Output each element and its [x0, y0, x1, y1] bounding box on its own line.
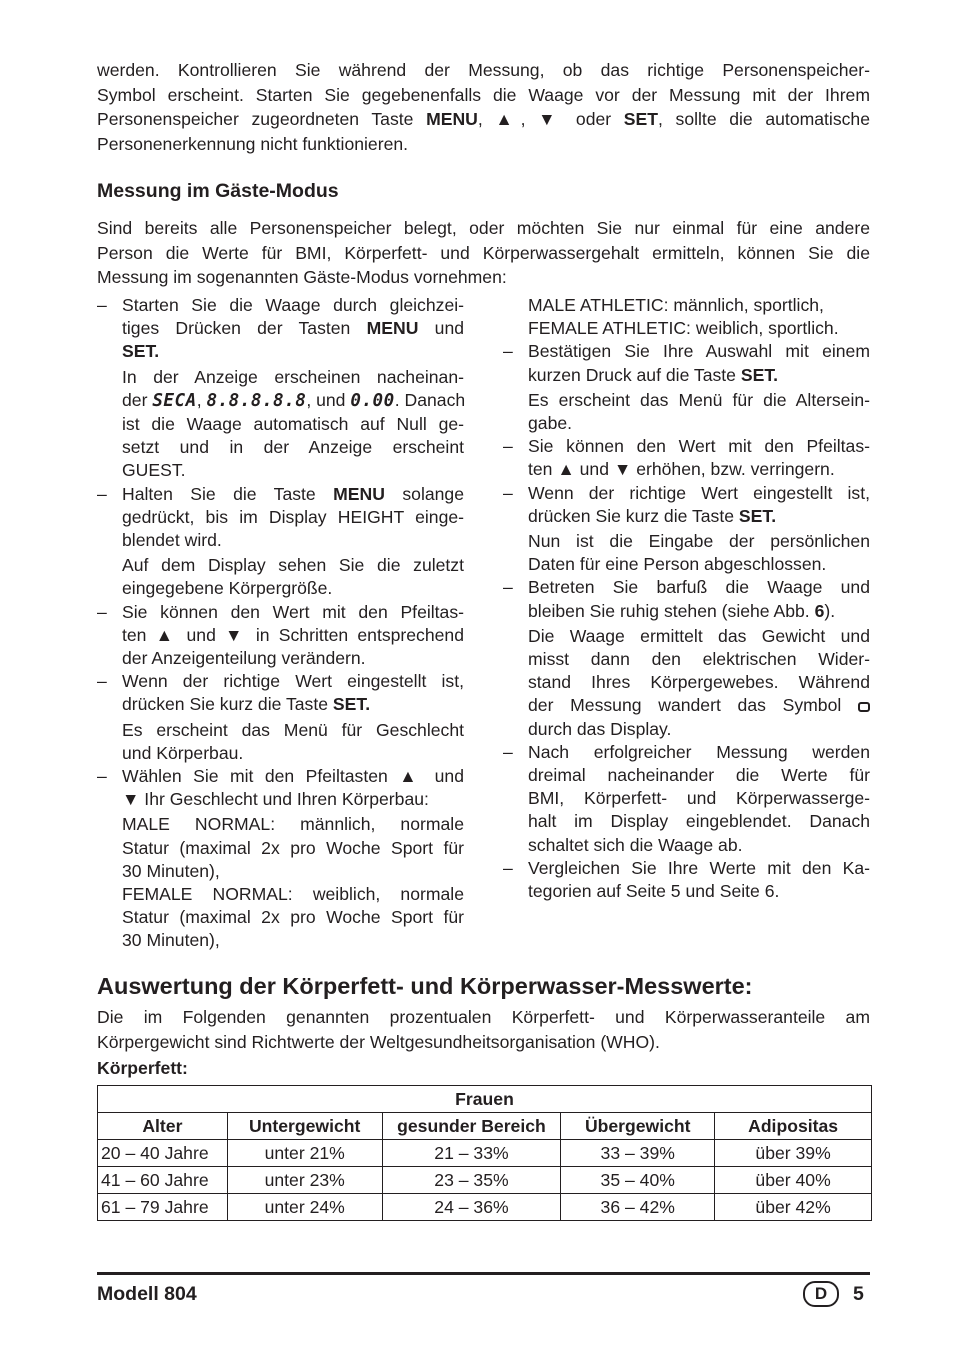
page-number: 5 [853, 1282, 864, 1305]
text-word: drücken Sie kurz die Taste [122, 694, 329, 715]
column-header: Adipositas [715, 1113, 872, 1140]
text-line: tegorien auf Seite 5 und Seite 6. [528, 881, 780, 902]
text-word: und [316, 389, 346, 410]
list-item [97, 765, 464, 953]
text-line: stand Ihres Körpergewebes. Während [528, 672, 870, 693]
text-line: Daten für eine Person abgeschlossen. [528, 554, 827, 575]
text-line: durch das Display. [528, 718, 672, 739]
text-line: misst dann den elektrischen Wider- [528, 649, 870, 670]
table-header-row [98, 1113, 872, 1140]
text-line: FEMALE NORMAL: weiblich, normale [122, 884, 464, 905]
table-row [98, 1167, 872, 1194]
text-word: solange [402, 483, 465, 504]
text-line: halt im Display eingeblendet. Danach [528, 811, 870, 832]
set-key-label: SET. [122, 341, 160, 362]
lcd-display-text: SECA [152, 390, 197, 411]
text-word: der Messung wandert das Symbol [528, 695, 842, 716]
section-intro-line-2: Körpergewicht sind Richtwerte der Weltgesundheitsorganisation (WHO). [97, 1031, 660, 1052]
text-line: setzt und in der Anzeige erscheint [122, 437, 464, 458]
section-intro-paragraph [97, 1005, 870, 1054]
text-line: ist die Waage automatisch auf Null ge- [122, 414, 464, 435]
text-line: eingegebene Körpergröße. [122, 578, 333, 599]
table-cell: über 42% [715, 1194, 872, 1221]
list-dash: – [97, 671, 107, 692]
text-word: der [122, 389, 148, 410]
text-line: Betreten Sie barfuß die Waage und [528, 577, 870, 598]
text-word: und [434, 318, 465, 339]
set-key-label: SET [623, 109, 658, 130]
text-line: Bestätigen Sie Ihre Auswahl mit einem [528, 341, 870, 362]
list-item [503, 741, 870, 857]
text-line: Sie können den Wert mit den Pfeiltas- [122, 601, 464, 622]
column-header: Übergewicht [561, 1113, 715, 1140]
table-row [98, 1194, 872, 1221]
table-cell: unter 23% [227, 1167, 382, 1194]
footer-divider [97, 1272, 870, 1275]
table-cell: über 40% [715, 1167, 872, 1194]
text-line: Nun ist die Eingabe der persönlichen [528, 531, 870, 552]
list-item [503, 576, 870, 740]
table-cell: über 39% [715, 1140, 872, 1167]
text-line: und Körperbau. [122, 742, 244, 763]
text-line: Statur (maximal 2x pro Woche Sport für [122, 837, 464, 858]
text-word: kurzen Druck auf die Taste [528, 364, 736, 385]
table-cell: 21 – 33% [382, 1140, 561, 1167]
list-item [97, 670, 464, 765]
text-line: Wenn der richtige Wert eingestellt ist, [528, 482, 870, 503]
set-key-label: SET. [738, 505, 777, 526]
list-dash: – [503, 741, 513, 762]
lcd-display-text: 0.00 [350, 390, 395, 411]
list-dash: – [503, 341, 513, 362]
text-word: drücken Sie kurz die Taste [528, 505, 735, 526]
left-column [97, 294, 464, 953]
table-cell: 36 – 42% [561, 1194, 715, 1221]
text-line: gedrückt, bis im Display HEIGHT einge- [122, 506, 464, 527]
text-line: Vergleichen Sie Ihre Werte mit den Ka- [528, 857, 870, 878]
column-header: Untergewicht [227, 1113, 382, 1140]
right-column [503, 294, 870, 903]
text-word: bleiben Sie ruhig stehen (siehe Abb. [528, 600, 810, 621]
table-cell: unter 24% [227, 1194, 382, 1221]
text-line: Wenn der richtige Wert eingestellt ist, [122, 671, 464, 692]
table-cell: 61 – 79 Jahre [98, 1194, 228, 1221]
text-line: Auf dem Display sehen Sie die zuletzt [122, 555, 464, 576]
list-dash: – [503, 857, 513, 878]
text-line: gabe. [528, 413, 573, 434]
list-item: – Starten Sie die Waage durch gleichzei- tiges Drücken der Tasten MENU und SET. In der Anzeige erscheinen nacheinan- der SECA, 8.8.8.8.8, und 0.00. Danach ist die Waage automatisch auf Null ge- setzt und in der Anzeige erscheint GUEST. [97, 294, 464, 483]
text-line: der Anzeigenteilung verändern. [122, 648, 366, 669]
text-line: ten ▲ und ▼ in Schritten entsprechend [122, 624, 464, 645]
table-group-header: Frauen [98, 1086, 872, 1113]
text-line: MALE ATHLETIC: männlich, sportlich, [528, 295, 824, 315]
text-word: . Danach [394, 389, 466, 410]
text-line: 30 Minuten), [122, 930, 220, 951]
table-cell: 41 – 60 Jahre [98, 1167, 228, 1194]
footer-model: Modell 804 [97, 1283, 197, 1305]
list-dash: – [97, 483, 107, 504]
text-line: tiges Drücken der Tasten [122, 318, 351, 339]
menu-key-label: MENU [426, 109, 478, 130]
text-line: GUEST. [122, 460, 186, 481]
intro-line-4: Personenerkennung nicht funktionieren. [97, 133, 409, 154]
guest-intro-line-1: Sind bereits alle Personenspeicher belegt, oder möchten Sie nur einmal für eine andere [97, 218, 870, 238]
text-line: 30 Minuten), [122, 860, 220, 881]
menu-key-label: MENU [333, 483, 385, 504]
text-line: blendet wird. [122, 530, 222, 551]
list-item [97, 483, 464, 601]
language-badge: D [803, 1281, 839, 1307]
list-dash: – [97, 601, 107, 622]
list-dash: – [97, 766, 107, 787]
text-line: Starten Sie die Waage durch gleichzei- [122, 295, 464, 315]
table-cell: 23 – 35% [382, 1167, 561, 1194]
list-item [503, 435, 870, 481]
text-line: Nach erfolgreicher Messung werden [528, 741, 870, 762]
section-heading: Auswertung der Körperfett- und Körperwasser-Messwerte: [97, 973, 753, 999]
text-line: Statur (maximal 2x pro Woche Sport für [122, 907, 464, 928]
intro-paragraph [97, 58, 870, 156]
text-word: Halten Sie die Taste [122, 483, 316, 504]
text-line: Die Waage ermittelt das Gewicht und [528, 625, 870, 646]
text-line: In der Anzeige erscheinen nacheinan- [122, 366, 464, 387]
text-line: dreimal nacheinander die Werte für [528, 765, 870, 786]
list-dash: – [503, 436, 513, 457]
guest-intro-paragraph [97, 216, 870, 290]
text-line: ▼ Ihr Geschlecht und Ihren Körperbau: [122, 789, 429, 810]
table-cell: 20 – 40 Jahre [98, 1140, 228, 1167]
text-line: Sie können den Wert mit den Pfeiltas- [528, 436, 870, 457]
list-item [503, 340, 870, 435]
list-dash: – [503, 577, 513, 598]
table-row [98, 1140, 872, 1167]
table-group-row [98, 1086, 872, 1113]
list-dash: – [503, 482, 513, 503]
guest-mode-heading: Messung im Gäste-Modus [97, 180, 339, 202]
column-header: Alter [98, 1113, 228, 1140]
text-line: Es erscheint das Menü für Geschlecht [122, 719, 464, 740]
text-line: MALE NORMAL: männlich, normale [122, 814, 464, 835]
lcd-display-text: 8.8.8.8.8 [206, 390, 307, 411]
set-key-label: SET. [740, 364, 779, 385]
list-item [503, 857, 870, 903]
section-intro-line-1: Die im Folgenden genannten prozentualen Körperfett- und Körperwasseranteile am [97, 1007, 870, 1027]
body-fat-table [97, 1085, 872, 1221]
text-line: FEMALE ATHLETIC: weiblich, sportlich. [528, 318, 839, 339]
table-cell: unter 21% [227, 1140, 382, 1167]
measurement-symbol-icon [858, 702, 870, 712]
text-line: schaltet sich die Waage ab. [528, 834, 743, 855]
table-label: Körperfett: [97, 1058, 188, 1078]
column-header: gesunder Bereich [382, 1113, 561, 1140]
footer-page-info [803, 1281, 864, 1307]
guest-intro-line-2: Person die Werte für BMI, Körperfett- und Körperwassergehalt ermitteln, können Sie die [97, 242, 870, 263]
figure-number: 6 [814, 600, 825, 621]
list-item [97, 601, 464, 671]
menu-key-label: MENU [366, 318, 419, 339]
text-line: ten ▲ und ▼ erhöhen, bzw. verringern. [528, 459, 835, 480]
table-cell: 24 – 36% [382, 1194, 561, 1221]
intro-line-1: werden. Kontrollieren Sie während der Messung, ob das richtige Personenspeicher- [97, 60, 870, 80]
table-cell: 33 – 39% [561, 1140, 715, 1167]
text-word: ). [824, 600, 836, 621]
guest-intro-line-3: Messung im sogenannten Gäste-Modus vornehmen: [97, 267, 507, 288]
intro-line-2: Symbol erscheint. Starten Sie gegebenenfalls die Waage vor der Messung mit der Ihrem [97, 84, 870, 105]
text-line: Wählen Sie mit den Pfeiltasten ▲ und [122, 766, 464, 787]
set-key-label: SET. [332, 694, 371, 715]
list-dash: – [97, 295, 107, 315]
list-item [503, 482, 870, 577]
intro-line-3: Personenspeicher zugeordneten Taste MENU, ▲, ▼ oder SET, sollte die automatische [97, 109, 871, 130]
table-cell: 35 – 40% [561, 1167, 715, 1194]
text-line: Es erscheint das Menü für die Altersein- [528, 389, 870, 410]
text-line: BMI, Körperfett- und Körperwasserge- [528, 788, 870, 809]
